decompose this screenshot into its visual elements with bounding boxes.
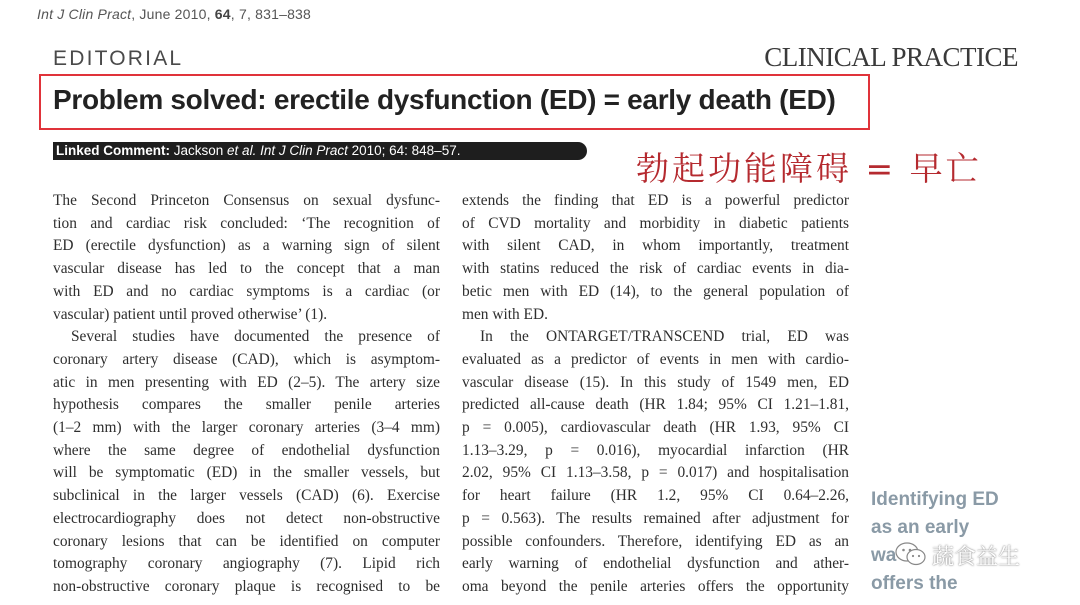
body-line: men with ED. bbox=[462, 305, 548, 323]
body-line: of CVD mortality and morbidity in diabetic patients bbox=[462, 214, 849, 232]
body-line: with statins reduced the risk of cardiac events in dia- bbox=[462, 260, 849, 278]
issue-date: , June 2010, bbox=[131, 6, 215, 22]
body-column-left bbox=[53, 190, 440, 599]
chinese-annotation: 勃起功能障碍 = 早亡 bbox=[636, 149, 982, 188]
body-line: with silent CAD, in whom importantly, treatment bbox=[462, 237, 849, 255]
body-line: vascular disease (15). In this study of 1549 men, ED bbox=[462, 373, 849, 391]
body-line: p = 0.005), cardiovascular death (HR 1.93, 95% CI bbox=[462, 419, 849, 437]
linked-comment-details: 2010; 64: 848–57. bbox=[347, 143, 461, 158]
pull-quote-line: offers the bbox=[871, 573, 958, 594]
body-line: coronary lesions that can be identified on computer bbox=[53, 532, 440, 550]
linked-comment-label: Linked Comment: bbox=[56, 143, 171, 158]
body-line: (1–2 mm) with the larger coronary arteries (3–4 mm) bbox=[53, 419, 440, 437]
body-line: predicted all-cause death (HR 1.84; 95% CI 1.21–1.81, bbox=[462, 396, 849, 414]
volume-number: 64 bbox=[214, 6, 231, 22]
body-line: atic in men presenting with ED (2–5). The artery size bbox=[53, 373, 440, 391]
body-line: The Second Princeton Consensus on sexual dysfunc- bbox=[53, 192, 440, 209]
issue-pages: , 7, 831–838 bbox=[230, 6, 312, 22]
body-line: electrocardiography does not detect non-obstructive bbox=[53, 509, 440, 527]
body-line: hypothesis compares the smaller penile arteries bbox=[53, 396, 440, 414]
pull-quote-line: wa bbox=[871, 545, 897, 566]
body-line: extends the finding that ED is a powerful predictor bbox=[462, 192, 849, 209]
body-column-right bbox=[462, 190, 849, 599]
journal-name: Int J Clin Pract bbox=[37, 6, 132, 22]
body-line: oma beyond the penile arteries offers the opportunity bbox=[462, 577, 849, 595]
body-line: will be symptomatic (ED) in the smaller vessels, but bbox=[53, 464, 440, 482]
body-line: non-obstructive coronary plaque is recognised to be bbox=[53, 577, 440, 595]
body-line: ED (erectile dysfunction) as a warning sign of silent bbox=[53, 237, 440, 255]
citation-line bbox=[37, 6, 311, 22]
body-line: 2.02, 95% CI 1.13–3.58, p = 0.017) and hospitalisation bbox=[462, 464, 849, 482]
body-line: tion and cardiac risk concluded: ‘The recognition of bbox=[53, 214, 440, 232]
linked-comment-authors: Jackson bbox=[170, 143, 228, 158]
linked-comment-journal: Int J Clin Pract bbox=[256, 143, 348, 158]
body-line: where the same degree of endothelial dysfunction bbox=[53, 441, 440, 459]
watermark-text: 蔬食益生 bbox=[932, 545, 1021, 570]
pull-quote-line: as an early bbox=[871, 517, 970, 538]
pull-quote-line: Identifying ED bbox=[871, 489, 999, 510]
body-line: for heart failure (HR 1.2, 95% CI 0.64–2.26, bbox=[462, 487, 849, 505]
body-line: p = 0.563). The results remained after adjustment for bbox=[462, 509, 849, 527]
body-line: possible confounders. Therefore, identifying ED as an bbox=[462, 532, 849, 550]
body-line: evaluated as a predictor of events in men with cardio- bbox=[462, 350, 849, 368]
body-line: early warning of endothelial dysfunction and ather- bbox=[462, 555, 849, 573]
body-line: Several studies have documented the presence of bbox=[71, 328, 440, 346]
body-line: coronary artery disease (CAD), which is asymptom- bbox=[53, 350, 440, 368]
body-line: betic men with ED (14), to the general population of bbox=[462, 282, 849, 300]
body-line: vascular) patient until proved otherwise’ (1). bbox=[53, 305, 328, 323]
body-line: subclinical in the larger vessels (CAD) (6). Exercise bbox=[53, 487, 440, 505]
body-line: tomography coronary angiography (7). Lipid rich bbox=[53, 555, 440, 573]
body-line: In the ONTARGET/TRANSCEND trial, ED was bbox=[480, 328, 849, 346]
linked-comment-etal: et al. bbox=[227, 143, 257, 158]
journal-section-heading: CLINICAL PRACTICE bbox=[764, 42, 1018, 72]
body-line: 1.13–3.29, p = 0.016), myocardial infarction (HR bbox=[462, 441, 849, 459]
section-label: EDITORIAL bbox=[53, 47, 184, 70]
wechat-icon bbox=[893, 541, 929, 567]
article-title: Problem solved: erectile dysfunction (ED) = early death (ED) bbox=[53, 84, 836, 115]
linked-comment-bar[interactable] bbox=[53, 142, 587, 160]
body-line: with ED and no cardiac symptoms is a cardiac (or bbox=[53, 282, 440, 300]
body-line: vascular disease has led to the concept that a man bbox=[53, 260, 440, 278]
